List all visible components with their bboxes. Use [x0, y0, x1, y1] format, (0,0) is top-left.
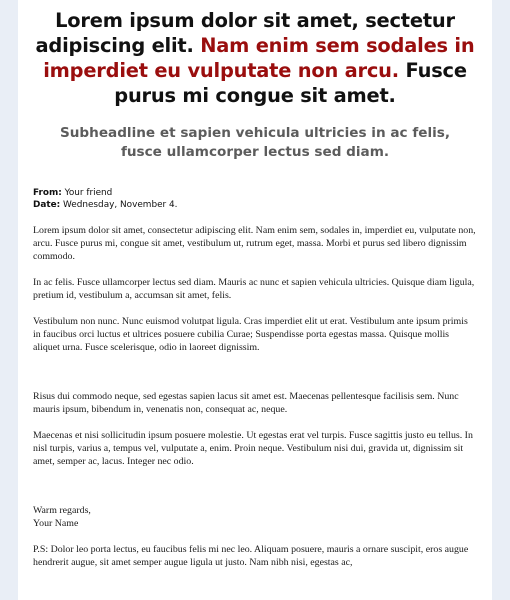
body-paragraph: Maecenas et nisi sollicitudin ipsum posuere molestie. Ut egestas erat vel turpis. Fusce sagittis justo eu tellus. In nisl turpis, varius a, tempus vel, vulputate a, enim. Proin neque. Vestibulum nisi dui, gravida ut, dignissim sit amet, semper ac, lacus. Integer nec odio.: [33, 430, 473, 467]
body-paragraph: In ac felis. Fusce ullamcorper lectus sed diam. Mauris ac nunc et sapien vehicula ultricies. Quisque diam ligula, pretium id, vestibulum a, accumsan sit amet, felis.: [33, 277, 475, 301]
signoff-name: Your Name: [33, 518, 79, 529]
letter-meta: [33, 187, 492, 211]
from-line: [33, 187, 492, 199]
date-line: [33, 199, 492, 211]
signoff-greeting: Warm regards,: [33, 505, 91, 516]
headline-highlight: Nam enim sem sodales in imperdiet eu vulputate non arcu.: [43, 34, 475, 82]
page-headline: [18, 8, 492, 108]
headline-part-3: Fusce purus mi congue sit amet.: [114, 59, 467, 107]
letter-page: [18, 0, 492, 600]
signoff: [33, 504, 477, 530]
body-paragraph: Vestibulum non nunc. Nunc euismod volutpat ligula. Cras imperdiet elit ut erat. Vestibulum ante ipsum primis in faucibus orci luctus et ultrices posuere cubilia Curae; Suspendisse porta egestas massa. Quisque mollis aliquet urna. Fusce scelerisque, odio in laoreet dignissim.: [33, 316, 468, 353]
date-label: Date:: [33, 200, 61, 210]
body-paragraph: Risus dui commodo neque, sed egestas sapien lacus sit amet est. Maecenas pellentesque facilisis sem. Nunc mauris ipsum, bibendum in, venenatis non, consequat ac, neque.: [33, 391, 459, 415]
letter-body: [18, 224, 492, 569]
postscript: P.S: Dolor leo porta lectus, eu faucibus felis mi nec leo. Aliquam posuere, mauris a ornare suscipit, eros augue hendrerit augue, sit amet semper augue ligula ut justo. Nam nibh nisi, egestas ac,: [33, 544, 469, 568]
headline-part-1: Lorem ipsum dolor sit amet, sectetur adipiscing elit.: [35, 9, 455, 57]
date-value: Wednesday, November 4.: [63, 200, 178, 210]
body-paragraph: Lorem ipsum dolor sit amet, consectetur adipiscing elit. Nam enim sem, sodales in, imperdiet eu, vulputate non, arcu. Fusce purus mi, congue sit amet, vestibulum ut, rutrum eget, massa. Morbi et purus sed libero dignissim commodo.: [33, 225, 476, 262]
from-label: From:: [33, 188, 62, 198]
page-subheadline: Subheadline et sapien vehicula ultricies in ac felis, fusce ullamcorper lectus sed diam.: [59, 125, 451, 160]
from-value: Your friend: [64, 188, 113, 198]
